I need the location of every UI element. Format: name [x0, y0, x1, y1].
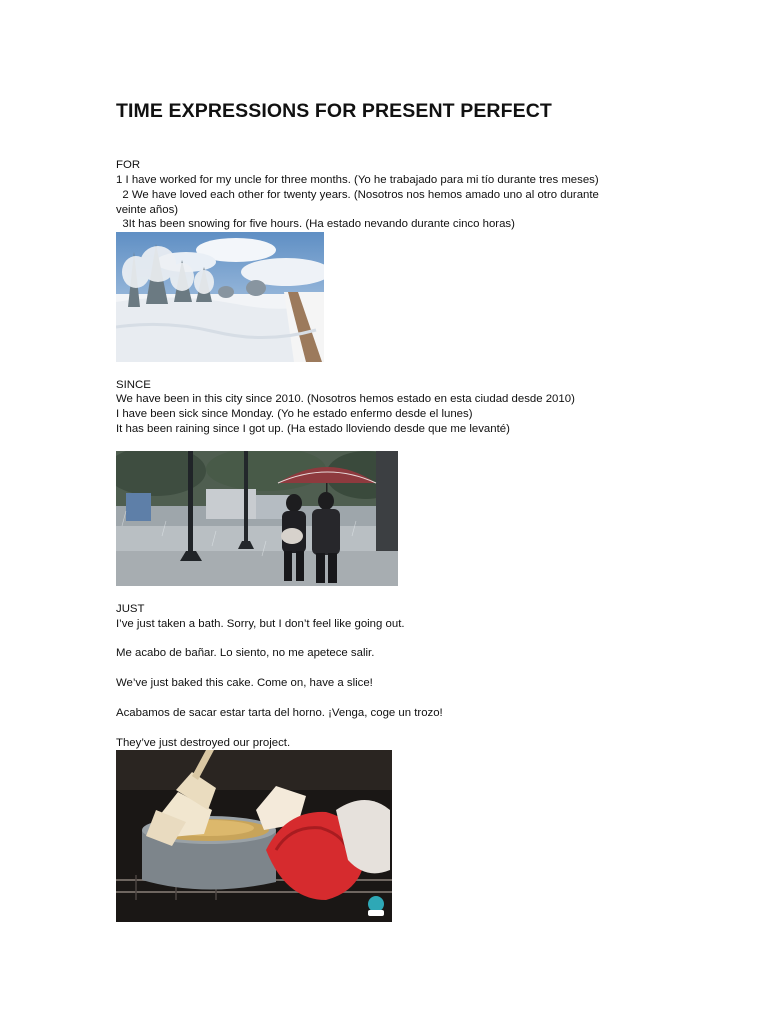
since-line-3: It has been raining since I got up. (Ha estado lloviendo desde que me levanté) [116, 423, 510, 435]
page-title: TIME EXPRESSIONS FOR PRESENT PERFECT [116, 100, 552, 122]
for-line-4: 3It has been snowing for five hours. (Ha estado nevando durante cinco horas) [116, 218, 515, 230]
just-line-4: Acabamos de sacar estar tarta del horno. ¡Venga, coge un trozo! [116, 707, 443, 719]
cake-oven-image [116, 750, 392, 922]
rain-umbrella-image [116, 451, 398, 586]
for-line-3: veinte años) [116, 204, 179, 216]
for-line-2: 2 We have loved each other for twenty years. (Nosotros nos hemos amado uno al otro durante [116, 189, 599, 201]
just-line-5: They’ve just destroyed our project. [116, 737, 291, 749]
section-heading-just: JUST [116, 603, 145, 615]
just-line-3: We’ve just baked this cake. Come on, have a slice! [116, 677, 373, 689]
for-line-1: 1 I have worked for my uncle for three months. (Yo he trabajado para mi tío durante tres meses) [116, 174, 599, 186]
snow-landscape-image [116, 232, 324, 362]
just-line-2: Me acabo de bañar. Lo siento, no me apetece salir. [116, 647, 375, 659]
since-line-2: I have been sick since Monday. (Yo he estado enfermo desde el lunes) [116, 408, 473, 420]
section-heading-for: FOR [116, 159, 141, 171]
since-line-1: We have been in this city since 2010. (Nosotros hemos estado en esta ciudad desde 2010) [116, 393, 575, 405]
just-line-1: I’ve just taken a bath. Sorry, but I don’t feel like going out. [116, 618, 405, 630]
section-heading-since: SINCE [116, 379, 151, 391]
